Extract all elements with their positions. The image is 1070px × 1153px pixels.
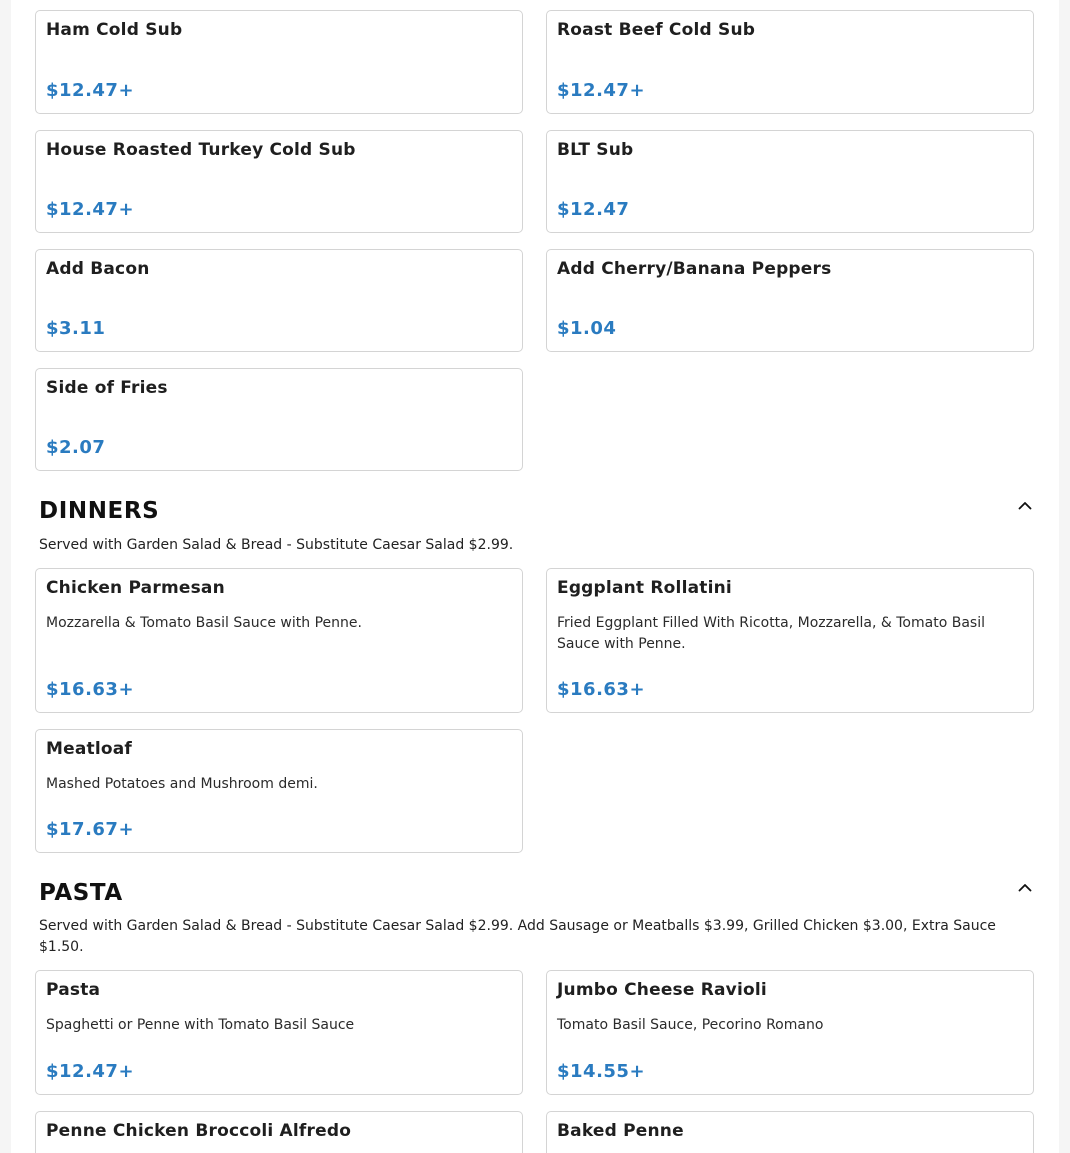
section-title-dinners: DINNERS [39, 498, 160, 524]
item-name: Chicken Parmesan [46, 578, 225, 598]
item-price: $12.47+ [46, 80, 135, 101]
menu-item-card[interactable] [35, 249, 523, 352]
menu-item-card[interactable] [546, 970, 1034, 1095]
menu-page [11, 0, 1059, 1153]
item-price: $12.47 [557, 199, 630, 220]
item-name: Baked Penne [557, 1121, 684, 1141]
section-note-pasta: Served with Garden Salad & Bread - Substitute Caesar Salad $2.99. Add Sausage or Meatballs $3.99, Grilled Chicken $3.00, Extra Sauce $1.50. [39, 918, 996, 955]
menu-item-card[interactable] [35, 568, 523, 713]
chevron-up-icon [1018, 883, 1032, 892]
menu-item-card[interactable] [546, 1111, 1034, 1153]
menu-item-card[interactable] [546, 130, 1034, 233]
item-name: Side of Fries [46, 378, 168, 398]
item-price: $12.47+ [46, 199, 135, 220]
item-name: House Roasted Turkey Cold Sub [46, 140, 356, 160]
section-note-dinners: Served with Garden Salad & Bread - Substitute Caesar Salad $2.99. [39, 537, 514, 553]
item-name: BLT Sub [557, 140, 634, 160]
menu-item-card[interactable] [35, 1111, 523, 1153]
item-name: Eggplant Rollatini [557, 578, 732, 598]
item-name: Ham Cold Sub [46, 20, 183, 40]
item-price: $12.47+ [557, 80, 646, 101]
item-price: $3.11 [46, 318, 106, 339]
menu-item-card[interactable] [35, 970, 523, 1095]
menu-item-card[interactable] [546, 568, 1034, 713]
item-name: Roast Beef Cold Sub [557, 20, 756, 40]
item-description: Mozzarella & Tomato Basil Sauce with Penne. [46, 615, 362, 631]
item-price: $16.63+ [46, 679, 135, 700]
item-name: Add Cherry/Banana Peppers [557, 259, 832, 279]
item-price: $14.55+ [557, 1061, 646, 1082]
chevron-up-icon [1018, 501, 1032, 510]
menu-item-card[interactable] [35, 368, 523, 471]
menu-item-card[interactable] [35, 130, 523, 233]
item-name: Add Bacon [46, 259, 150, 279]
section-title-pasta: PASTA [39, 880, 123, 906]
item-description: Fried Eggplant Filled With Ricotta, Mozzarella, & Tomato Basil Sauce with Penne. [557, 615, 985, 652]
collapse-dinners-button[interactable] [1015, 495, 1035, 515]
item-description: Spaghetti or Penne with Tomato Basil Sauce [46, 1017, 355, 1033]
item-price: $16.63+ [557, 679, 646, 700]
menu-item-card[interactable] [546, 249, 1034, 352]
item-name: Meatloaf [46, 739, 133, 759]
collapse-pasta-button[interactable] [1015, 877, 1035, 897]
item-name: Jumbo Cheese Ravioli [557, 980, 767, 1000]
item-description: Mashed Potatoes and Mushroom demi. [46, 776, 318, 792]
item-name: Pasta [46, 980, 101, 1000]
item-description: Tomato Basil Sauce, Pecorino Romano [557, 1017, 824, 1033]
item-price: $12.47+ [46, 1061, 135, 1082]
item-price: $17.67+ [46, 819, 135, 840]
menu-item-card[interactable] [35, 729, 523, 853]
item-price: $2.07 [46, 437, 106, 458]
menu-item-card[interactable] [35, 10, 523, 114]
item-name: Penne Chicken Broccoli Alfredo [46, 1121, 352, 1141]
menu-item-card[interactable] [546, 10, 1034, 114]
item-price: $1.04 [557, 318, 617, 339]
